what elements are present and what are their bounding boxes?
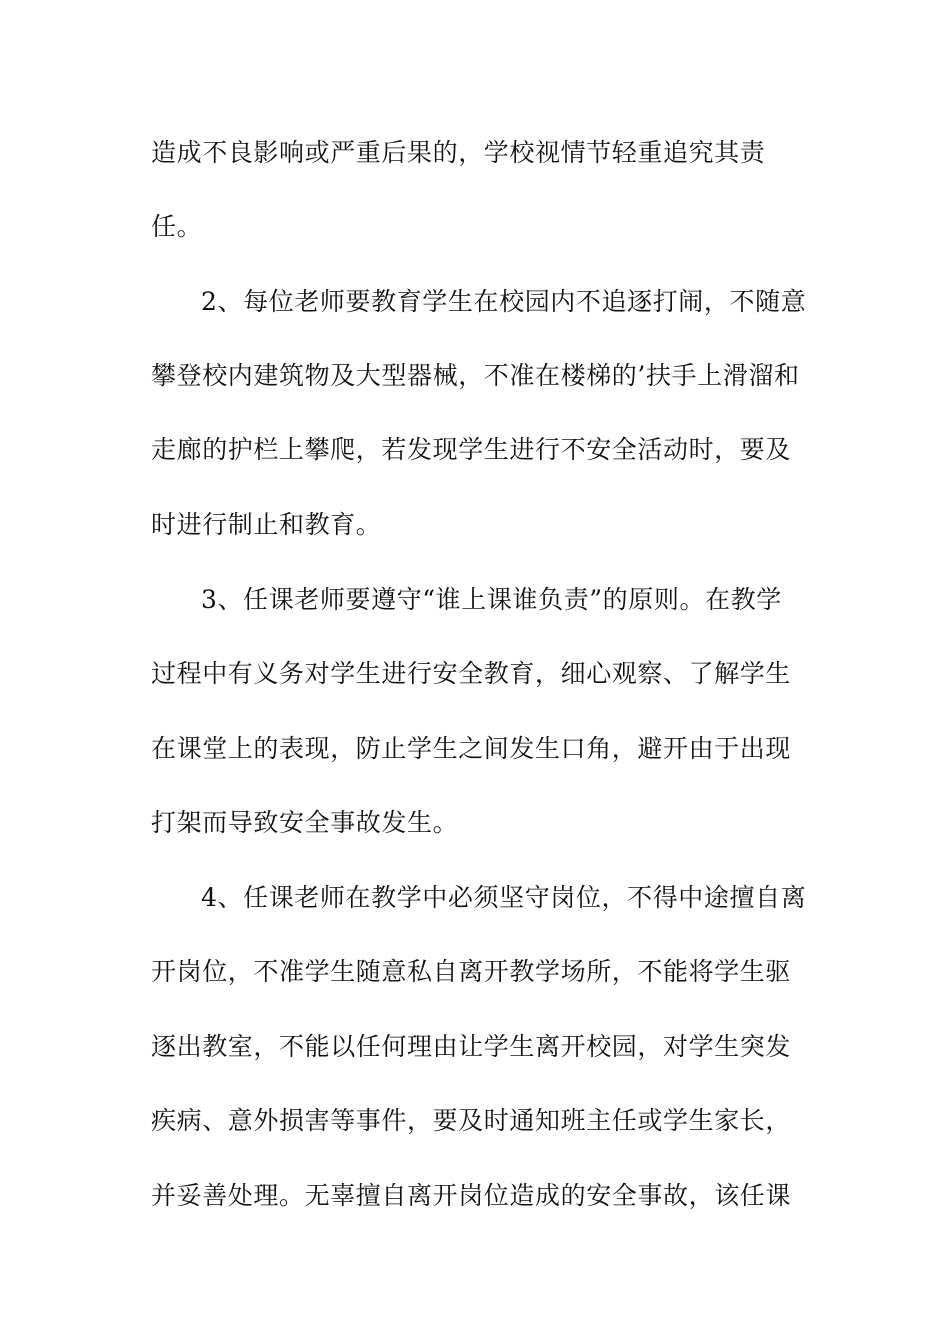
- paragraph-4-start: 4、任课老师在教学中必须坚守岗位，不得中途擅自离: [201, 883, 807, 912]
- text-line: 攀登校内建筑物及大型器械，不准在楼梯的’扶手上滑溜和: [151, 361, 800, 390]
- text-line: 逐出教室，不能以任何理由让学生离开校园，对学生突发: [151, 1032, 792, 1061]
- text-line: 打架而导致安全事故发生。: [151, 808, 459, 837]
- text-line: 时进行制止和教育。: [151, 510, 382, 539]
- text-line: 走廊的护栏上攀爬，若发现学生进行不安全活动时，要及: [151, 435, 792, 464]
- text-line: 疾病、意外损害等事件，要及时通知班主任或学生家长，: [151, 1106, 792, 1135]
- text-line: 过程中有义务对学生进行安全教育，细心观察、了解学生: [151, 659, 792, 688]
- text-line: 造成不良影响或严重后果的，学校视情节轻重追究其责: [151, 138, 766, 167]
- text-line: 开岗位，不准学生随意私自离开教学场所，不能将学生驱: [151, 957, 792, 986]
- text-line: 在课堂上的表现，防止学生之间发生口角，避开由于出现: [151, 734, 792, 763]
- paragraph-3-start: 3、任课老师要遵守“谁上课谁负责”的原则。在教学: [201, 585, 782, 614]
- text-line: 并妥善处理。无辜擅自离开岗位造成的安全事故，该任课: [151, 1181, 792, 1210]
- paragraph-2-start: 2、每位老师要教育学生在校园内不追逐打闹，不随意: [201, 287, 807, 316]
- text-line: 任。: [151, 212, 203, 241]
